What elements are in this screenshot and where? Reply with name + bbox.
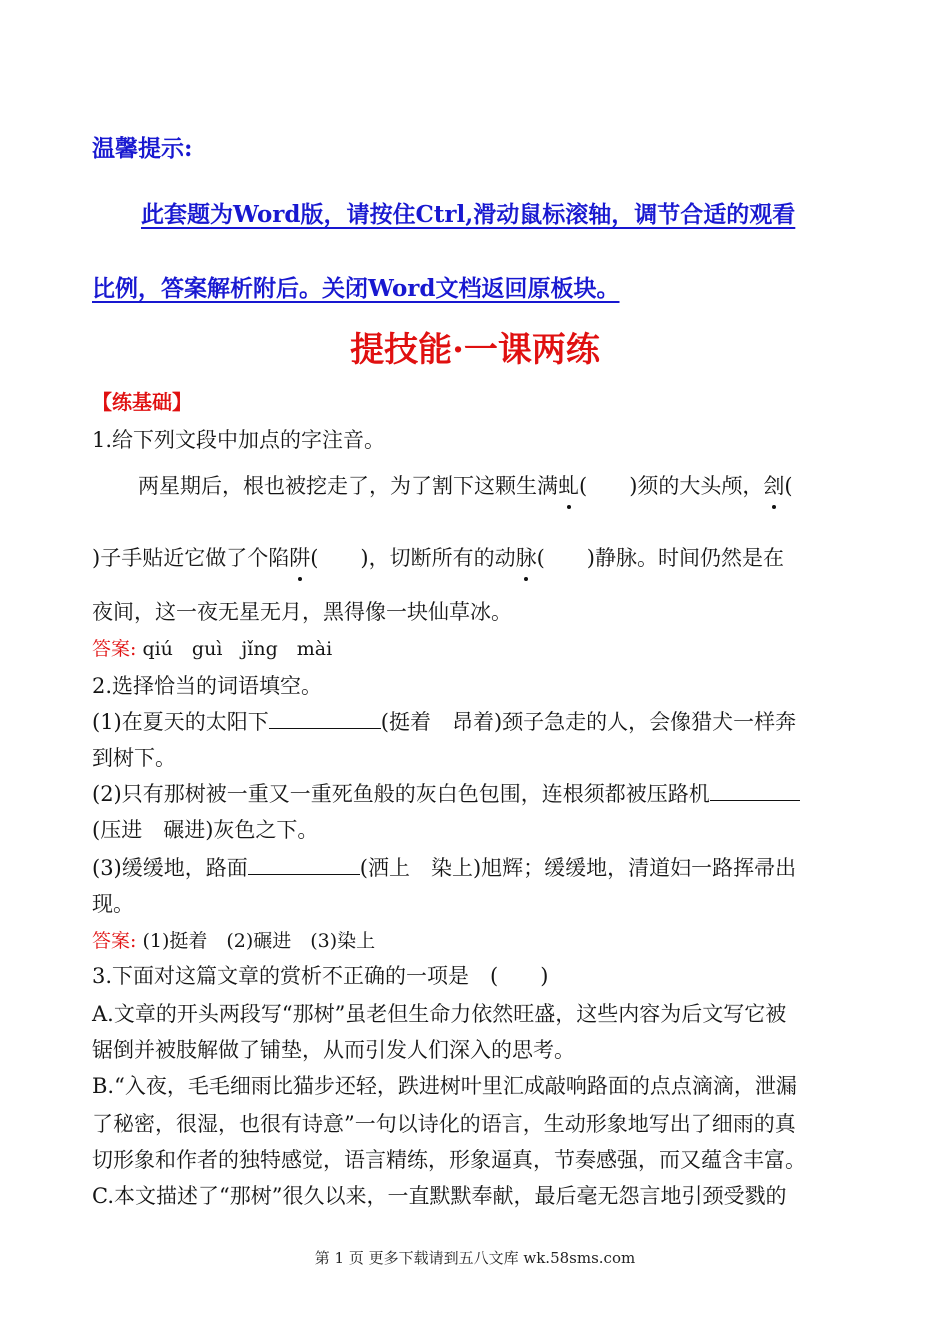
q1-text: ( )须的大头颅，: [579, 474, 764, 498]
q1-passage-line-1: [138, 470, 793, 500]
dotted-char: 虬: [558, 470, 579, 500]
q3-option-a-line-1: A.文章的开头两段写“那树”虽老但生命力依然旺盛，这些内容为后文写它被: [92, 1002, 787, 1026]
q2-item-1-cont: 到树下。: [92, 746, 176, 770]
q2-text: (挺着 昂着)颈子急走的人，会像猎犬一样奔: [380, 710, 797, 734]
q2-item-1: [92, 706, 796, 736]
answer-label: 答案:: [92, 638, 137, 660]
tip-line-2: 比例，答案解析附后。关闭Word文档返回原板块。: [92, 275, 620, 302]
fill-blank: [248, 856, 360, 875]
answer-text: qiú guì jǐng mài: [136, 638, 333, 660]
q2-answer: [92, 926, 375, 953]
fill-blank: [710, 782, 800, 801]
q1-text: ( )静脉。时间仍然是在: [536, 546, 784, 570]
q1-text: 两星期后，根也被挖走了，为了割下这颗生满: [138, 474, 558, 498]
q2-item-2: [92, 778, 800, 808]
q3-option-b-line-1: B.“入夜，毛毛细雨比猫步还轻，跌进树叶里汇成敲响路面的点点滴滴，泄漏: [92, 1074, 797, 1098]
q3-option-b-line-2: 了秘密，很湿，也很有诗意”一句以诗化的语言，生动形象地写出了细雨的真: [92, 1112, 796, 1136]
tip-title: 温馨提示:: [92, 135, 193, 162]
page-footer: 第 1 页 更多下载请到五八文库 wk.58sms.com: [314, 1249, 636, 1267]
tip-line-1: 此套题为Word版，请按住Ctrl,滑动鼠标滚轴，调节合适的观看: [141, 201, 796, 228]
q2-stem: 2.选择恰当的词语填空。: [92, 674, 323, 698]
section-heading: 【练基础】: [92, 390, 192, 414]
q1-passage-line-3: 夜间，这一夜无星无月，黑得像一块仙草冰。: [92, 600, 512, 624]
q3-option-c-line-1: C.本文描述了“那树”很久以来，一直默默奉献，最后毫无怨言地引颈受戮的: [92, 1184, 787, 1208]
dotted-char: 脉: [516, 542, 537, 572]
answer-label: 答案:: [92, 930, 137, 952]
q1-passage-line-2: [92, 542, 784, 572]
page-title: 提技能·一课两练: [350, 330, 600, 370]
fill-blank: [269, 710, 381, 729]
q3-stem: 3.下面对这篇文章的赏析不正确的一项是 ( ): [92, 964, 549, 988]
q1-text: )子手贴近它做了个陷: [92, 546, 290, 570]
q2-text: (1)在夏天的太阳下: [92, 710, 269, 734]
q3-option-a-line-2: 锯倒并被肢解做了铺垫，从而引发人们深入的思考。: [92, 1038, 575, 1062]
q1-stem: 1.给下列文段中加点的字注音。: [92, 428, 386, 452]
dotted-char: 刽: [763, 470, 784, 500]
q1-text: (: [784, 474, 793, 498]
q1-text: ( )，切断所有的动: [310, 546, 516, 570]
q2-text: (3)缓缓地，路面: [92, 856, 248, 880]
q2-text: (洒上 染上)旭辉；缓缓地，清道妇一路挥帚出: [359, 856, 797, 880]
q3-option-b-line-3: 切形象和作者的独特感觉，语言精练，形象逼真，节奏感强，而又蕴含丰富。: [92, 1148, 806, 1172]
q2-item-3-cont: 现。: [92, 892, 134, 916]
q2-item-3: [92, 852, 796, 882]
q1-answer: [92, 634, 332, 661]
dotted-char: 阱: [289, 542, 310, 572]
q2-item-2-cont: (压进 碾进)灰色之下。: [92, 818, 319, 842]
q2-text: (2)只有那树被一重又一重死鱼般的灰白色包围，连根须都被压路机: [92, 782, 710, 806]
answer-text: (1)挺着 (2)碾进 (3)染上: [136, 930, 376, 952]
